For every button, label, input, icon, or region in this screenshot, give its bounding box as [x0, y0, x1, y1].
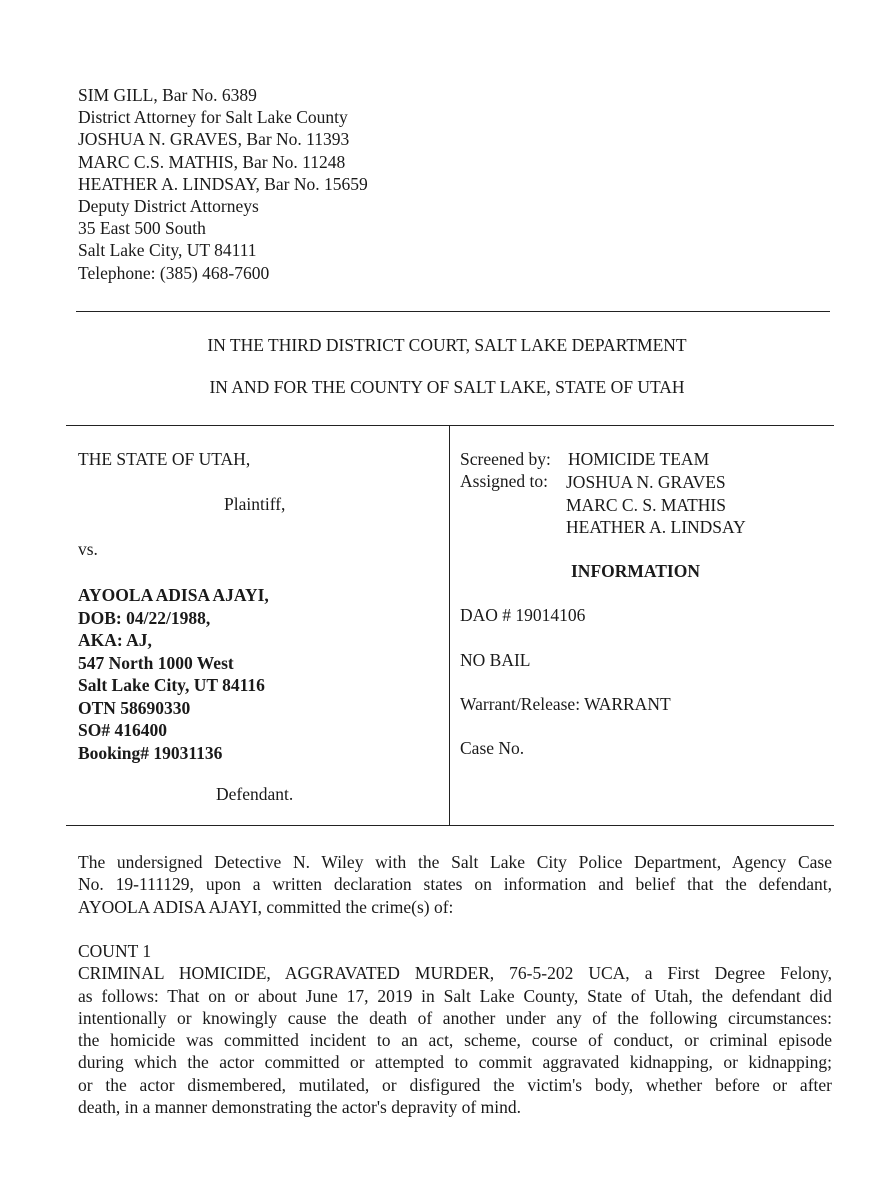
defendant-line: SO# 416400: [78, 720, 167, 740]
attorney-line: HEATHER A. LINDSAY, Bar No. 15659: [78, 173, 368, 194]
header-divider: [76, 311, 830, 312]
screened-by-value: HOMICIDE TEAM: [568, 449, 710, 469]
attorney-line: Telephone: (385) 468-7600: [78, 262, 270, 283]
count-line: the homicide was committed incident to an act, scheme, course of conduct, or criminal episode: [78, 1030, 832, 1051]
assigned-to-label: Assigned to:: [460, 471, 548, 491]
dao-number: DAO # 19014106: [460, 605, 586, 625]
count-line: or the actor dismembered, mutilated, or disfigured the victim's body, whether before or after: [78, 1074, 832, 1095]
defendant-line: Salt Lake City, UT 84116: [78, 675, 265, 695]
attorney-line: SIM GILL, Bar No. 6389: [78, 85, 257, 105]
attorney-line: District Attorney for Salt Lake County: [78, 107, 348, 128]
caption-column-divider: [449, 425, 450, 825]
court-name-line1: IN THE THIRD DISTRICT COURT, SALT LAKE DEPARTMENT: [207, 335, 687, 355]
court-name-line2: IN AND FOR THE COUNTY OF SALT LAKE, STATE OF UTAH: [209, 377, 685, 397]
count-line: death, in a manner demonstrating the actor's depravity of mind.: [78, 1097, 521, 1118]
assigned-name: JOSHUA N. GRAVES: [566, 472, 726, 492]
count-heading: COUNT 1: [78, 941, 152, 961]
attorney-line: Salt Lake City, UT 84111: [78, 240, 257, 261]
defendant-line: AKA: AJ,: [78, 630, 152, 650]
attorney-line: Deputy District Attorneys: [78, 196, 259, 217]
count-line: intentionally or knowingly cause the death of another under any of the following circumstances:: [78, 1007, 832, 1028]
intro-paragraph: [78, 851, 832, 918]
caption-top-rule: [66, 425, 834, 426]
count-line: as follows: That on or about June 17, 2019 in Salt Lake County, State of Utah, the defendant did: [78, 985, 832, 1006]
caption-bottom-rule: [66, 825, 834, 826]
defendant-line: Booking# 19031136: [78, 742, 223, 763]
bail-status: NO BAIL: [460, 650, 531, 670]
defendant-line: OTN 58690330: [78, 697, 191, 718]
defendant-label: Defendant.: [216, 784, 294, 804]
plaintiff-label: Plaintiff,: [224, 494, 286, 514]
screened-by-label: Screened by:: [460, 449, 551, 469]
defendant-line: AYOOLA ADISA AJAYI,: [78, 585, 269, 605]
intro-line: AYOOLA ADISA AJAYI, committed the crime(s) of:: [78, 896, 454, 917]
versus-label: vs.: [78, 539, 98, 559]
count-line: CRIMINAL HOMICIDE, AGGRAVATED MURDER, 76-5-202 UCA, a First Degree Felony,: [78, 963, 832, 984]
assigned-name: MARC C. S. MATHIS: [566, 494, 726, 515]
assigned-name: HEATHER A. LINDSAY: [566, 517, 746, 537]
intro-line: The undersigned Detective N. Wiley with the Salt Lake City Police Department, Agency Case: [78, 852, 832, 872]
defendant-details: [78, 584, 269, 764]
warrant-status: Warrant/Release: WARRANT: [460, 694, 671, 714]
attorney-line: MARC C.S. MATHIS, Bar No. 11248: [78, 151, 346, 172]
defendant-line: DOB: 04/22/1988,: [78, 607, 211, 628]
attorney-line: 35 East 500 South: [78, 218, 206, 239]
defendant-line: 547 North 1000 West: [78, 652, 234, 673]
document-title: INFORMATION: [571, 561, 700, 581]
intro-line: No. 19-111129, upon a written declaration states on information and belief that the defendant,: [78, 874, 832, 895]
plaintiff-name: THE STATE OF UTAH,: [78, 449, 251, 469]
case-number-label: Case No.: [460, 738, 525, 758]
count-1-section: [78, 940, 832, 1118]
count-line: during which the actor committed or attempted to commit aggravated kidnapping, or kidnapping;: [78, 1052, 832, 1073]
attorney-block: [78, 84, 368, 284]
assigned-attorneys: [566, 471, 746, 539]
attorney-line: JOSHUA N. GRAVES, Bar No. 11393: [78, 129, 350, 150]
